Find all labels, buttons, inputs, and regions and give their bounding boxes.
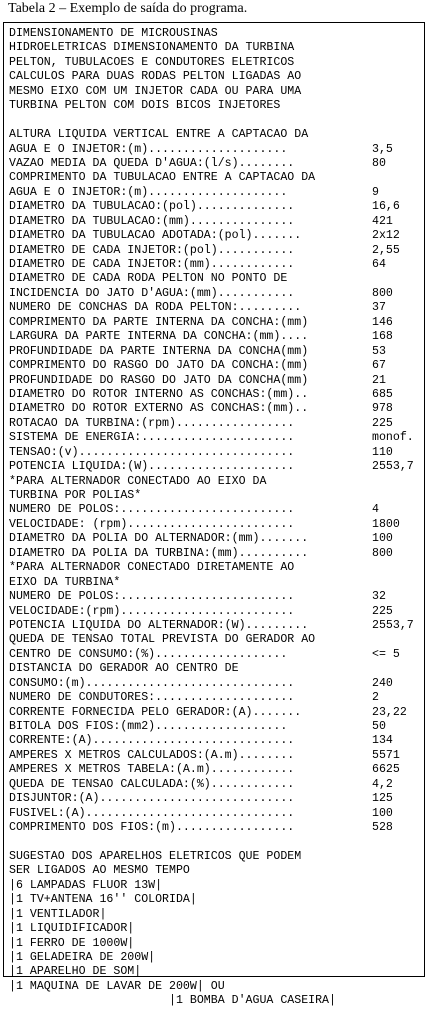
output-row <box>9 301 422 315</box>
row-value: 800 <box>372 286 393 300</box>
row-label: PELTON, TUBULACOES E CONDUTORES ELETRICOS <box>9 55 295 69</box>
row-label: |1 MAQUINA DE LAVAR DE 200W| OU <box>9 979 225 993</box>
row-label: CORRENTE:(A)............................. <box>9 734 295 748</box>
output-text-line <box>9 662 422 676</box>
row-value: 21 <box>372 373 386 387</box>
output-text-line <box>9 951 422 965</box>
table-caption: Tabela 2 – Exemplo de saída do programa. <box>8 1 248 16</box>
row-label: VAZAO MEDIA DA QUEDA D'AGUA:(l/s)........ <box>9 156 295 170</box>
row-value: 225 <box>372 604 393 618</box>
row-label: QUEDA DE TENSAO CALCULADA:(%)............ <box>9 777 295 791</box>
output-text-line <box>9 56 422 70</box>
output-text-line <box>9 633 422 647</box>
output-row <box>9 648 422 662</box>
output-row <box>9 345 422 359</box>
row-value: 240 <box>372 676 393 690</box>
row-label: |1 VENTILADOR| <box>9 907 107 921</box>
row-value: 37 <box>372 301 386 315</box>
row-label: NUMERO DE CONCHAS DA RODA PELTON:......... <box>9 301 302 315</box>
output-text-line <box>9 272 422 286</box>
row-label: CENTRO DE CONSUMO:(%)................... <box>9 647 288 661</box>
row-label: DIAMETRO DE CADA INJETOR:(mm)............ <box>9 258 295 271</box>
output-row <box>9 143 422 157</box>
output-row <box>9 330 422 344</box>
output-text-line <box>9 489 422 503</box>
row-value: 1800 <box>372 517 400 531</box>
row-label: NUMERO DE CONDUTORES:.................... <box>9 691 295 705</box>
row-value: 2553,7 <box>372 618 414 632</box>
program-output-lines <box>9 27 422 1009</box>
output-row <box>9 547 422 561</box>
row-label: AMPERES X METROS CALCULADOS:(A.m)........ <box>9 748 295 762</box>
row-label: DIAMETRO DA TUBULACAO ADOTADA:(pol)....... <box>9 229 302 243</box>
row-label: DIAMETRO DE CADA INJETOR:(pol)........... <box>9 243 295 257</box>
row-label: |1 GELADEIRA DE 200W| <box>9 951 156 964</box>
output-row <box>9 778 422 792</box>
output-row <box>9 605 422 619</box>
output-row <box>9 446 422 460</box>
row-label: *PARA ALTERNADOR CONECTADO AO EIXO DA <box>9 474 267 488</box>
row-label: |1 FERRO DE 1000W| <box>9 936 135 950</box>
output-text-line <box>9 850 422 864</box>
row-label: VELOCIDADE:(rpm)......................... <box>9 604 295 618</box>
output-text-line <box>9 908 422 922</box>
row-label: DISJUNTOR:(A)............................ <box>9 792 295 806</box>
row-label: INCIDENCIA DO JATO D'AGUA:(mm)........... <box>9 286 295 300</box>
output-row <box>9 200 422 214</box>
row-label: QUEDA DE TENSAO TOTAL PREVISTA DO GERADOR AO <box>9 633 316 647</box>
row-value: <= 5 <box>372 647 400 661</box>
row-label: |1 APARELHO DE SOM| <box>9 965 142 979</box>
row-value: 2,55 <box>372 243 400 257</box>
output-text-line <box>9 99 422 113</box>
row-value: 421 <box>372 214 393 228</box>
row-label: CORRENTE FORNECIDA PELO GERADOR:(A)....... <box>9 705 302 719</box>
row-label: DIAMETRO DA TUBULACAO:(mm)............... <box>9 214 295 228</box>
output-row <box>9 215 422 229</box>
output-row <box>9 258 422 272</box>
output-row <box>9 157 422 171</box>
row-label: AGUA E O INJETOR:(m).................... <box>9 185 288 199</box>
row-label: EIXO DA TURBINA* <box>9 575 121 589</box>
output-text-line <box>9 965 422 979</box>
row-value: 80 <box>372 156 386 170</box>
row-label: DIAMETRO DA TUBULACAO:(pol).............. <box>9 200 295 214</box>
row-value: 23,22 <box>372 705 407 719</box>
row-label: PROFUNDIDADE DO RASGO DO JATO DA CONCHA(mm) <box>9 373 309 387</box>
row-label: SER LIGADOS AO MESMO TEMPO <box>9 864 190 878</box>
row-value: 4 <box>372 503 379 517</box>
row-label: NUMERO DE POLOS:......................... <box>9 503 295 517</box>
row-label: LARGURA DA PARTE INTERNA DA CONCHA:(mm).... <box>9 330 309 344</box>
output-text-line <box>9 937 422 951</box>
row-label: AGUA E O INJETOR:(m).................... <box>9 142 288 156</box>
row-label: DIAMETRO DO ROTOR INTERNO AS CONCHAS:(mm).. <box>9 387 309 401</box>
row-value: 146 <box>372 315 393 329</box>
row-value: 800 <box>372 546 393 560</box>
row-value: 16,6 <box>372 200 400 214</box>
output-row <box>9 244 422 258</box>
output-row <box>9 186 422 200</box>
row-label: AMPERES X METROS TABELA:(A.m)............ <box>9 763 295 777</box>
output-text-line <box>9 114 422 128</box>
row-label: DIMENSIONAMENTO DE MICROUSINAS <box>9 27 218 40</box>
output-row <box>9 229 422 243</box>
output-text-line <box>9 128 422 142</box>
row-label: TURBINA PELTON COM DOIS BICOS INJETORES <box>9 99 281 113</box>
row-label: HIDROELETRICAS DIMENSIONAMENTO DA TURBINA <box>9 41 295 55</box>
row-label: SISTEMA DE ENERGIA:...................... <box>9 431 295 445</box>
output-text-line <box>9 922 422 936</box>
program-output-box <box>3 22 425 1008</box>
output-text-line <box>9 893 422 907</box>
output-row <box>9 460 422 474</box>
row-label: ROTACAO DA TURBINA:(rpm)................. <box>9 416 295 430</box>
output-row <box>9 590 422 604</box>
output-text-line <box>9 27 422 41</box>
output-row <box>9 402 422 416</box>
output-row <box>9 359 422 373</box>
output-text-line <box>9 561 422 575</box>
output-row <box>9 287 422 301</box>
row-value: 3,5 <box>372 142 393 156</box>
output-row <box>9 677 422 691</box>
row-label: |6 LAMPADAS FLUOR 13W| <box>9 878 163 892</box>
row-label: MESMO EIXO COM UM INJETOR CADA OU PARA UMA <box>9 84 302 98</box>
row-label: |1 BOMBA D'AGUA CASEIRA| <box>169 994 336 1008</box>
row-value: 64 <box>372 258 386 271</box>
row-label: DIAMETRO DA POLIA DA TURBINA:(mm).......... <box>9 546 309 560</box>
output-row <box>9 388 422 402</box>
row-label: VELOCIDADE: (rpm)........................ <box>9 517 295 531</box>
output-row <box>9 619 422 633</box>
row-value: 9 <box>372 185 379 199</box>
row-label: COMPRIMENTO DA PARTE INTERNA DA CONCHA:(mm) <box>9 315 309 329</box>
row-label: BITOLA DOS FIOS:(mm2)................... <box>9 720 288 733</box>
row-label: SUGESTAO DOS APARELHOS ELETRICOS QUE PODEM <box>9 849 302 863</box>
output-row <box>9 706 422 720</box>
output-text-line <box>9 70 422 84</box>
output-text-line <box>9 879 422 893</box>
output-text-line <box>9 836 422 850</box>
row-label: POTENCIA LIQUIDA:(W)..................... <box>9 460 295 474</box>
row-label: CALCULOS PARA DUAS RODAS PELTON LIGADAS AO <box>9 70 302 84</box>
row-label: COMPRIMENTO DO RASGO DO JATO DA CONCHA:(mm) <box>9 359 309 373</box>
row-label: DISTANCIA DO GERADOR AO CENTRO DE <box>9 662 239 676</box>
output-row <box>9 532 422 546</box>
row-label: COMPRIMENTO DA TUBULACAO ENTRE A CAPTACAO DA <box>9 171 316 185</box>
row-value: 6625 <box>372 763 400 777</box>
row-label: FUSIVEL:(A).............................. <box>9 806 295 820</box>
row-label: DIAMETRO DE CADA RODA PELTON NO PONTO DE <box>9 272 288 286</box>
row-value: 100 <box>372 532 393 546</box>
row-value: 2553,7 <box>372 460 414 474</box>
output-row <box>9 792 422 806</box>
output-text-line <box>9 994 422 1008</box>
row-value: 225 <box>372 416 393 430</box>
output-row <box>9 518 422 532</box>
row-label: |1 TV+ANTENA 16'' COLORIDA| <box>9 893 197 907</box>
row-value: 134 <box>372 734 393 748</box>
output-row <box>9 763 422 777</box>
output-text-line <box>9 576 422 590</box>
output-row <box>9 749 422 763</box>
output-text-line <box>9 475 422 489</box>
row-label: PROFUNDIDADE DA PARTE INTERNA DA CONCHA(mm) <box>9 344 309 358</box>
row-value: 168 <box>372 330 393 344</box>
row-label: COMPRIMENTO DOS FIOS:(m)................. <box>9 821 295 835</box>
row-value: 125 <box>372 792 393 806</box>
row-label: TURBINA POR POLIAS* <box>9 489 142 502</box>
row-value: 53 <box>372 344 386 358</box>
output-text-line <box>9 41 422 55</box>
output-row <box>9 503 422 517</box>
row-label: POTENCIA LIQUIDA DO ALTERNADOR:(W)......... <box>9 618 309 632</box>
row-label: |1 LIQUIDIFICADOR| <box>9 922 135 936</box>
row-value: 685 <box>372 387 393 401</box>
output-row <box>9 821 422 835</box>
row-value: 5571 <box>372 748 400 762</box>
output-row <box>9 417 422 431</box>
row-value: 4,2 <box>372 777 393 791</box>
row-label: NUMERO DE POLOS:......................... <box>9 590 295 604</box>
row-value: 2 <box>372 691 379 705</box>
row-value: 528 <box>372 821 393 835</box>
output-row <box>9 374 422 388</box>
output-text-line <box>9 85 422 99</box>
row-label: DIAMETRO DO ROTOR EXTERNO AS CONCHAS:(mm).. <box>9 402 309 416</box>
output-text-line <box>9 171 422 185</box>
output-row <box>9 431 422 445</box>
row-label: *PARA ALTERNADOR CONECTADO DIRETAMENTE AO <box>9 561 295 575</box>
output-row <box>9 691 422 705</box>
row-value: 67 <box>372 359 386 373</box>
output-row <box>9 807 422 821</box>
output-row <box>9 734 422 748</box>
row-value: monof. <box>372 431 414 445</box>
output-text-line <box>9 864 422 878</box>
row-label: TENSAO:(v)............................... <box>9 445 295 459</box>
row-value: 978 <box>372 402 393 416</box>
output-row <box>9 316 422 330</box>
row-value: 110 <box>372 445 393 459</box>
row-value: 32 <box>372 590 386 604</box>
row-value: 100 <box>372 806 393 820</box>
row-label: ALTURA LIQUIDA VERTICAL ENTRE A CAPTACAO DA <box>9 128 309 142</box>
output-text-line <box>9 980 422 994</box>
row-value: 2x12 <box>372 229 400 243</box>
row-label: CONSUMO:(m).............................. <box>9 676 295 690</box>
row-label: DIAMETRO DA POLIA DO ALTERNADOR:(mm)....... <box>9 532 309 546</box>
output-row <box>9 720 422 734</box>
row-value: 50 <box>372 720 386 733</box>
